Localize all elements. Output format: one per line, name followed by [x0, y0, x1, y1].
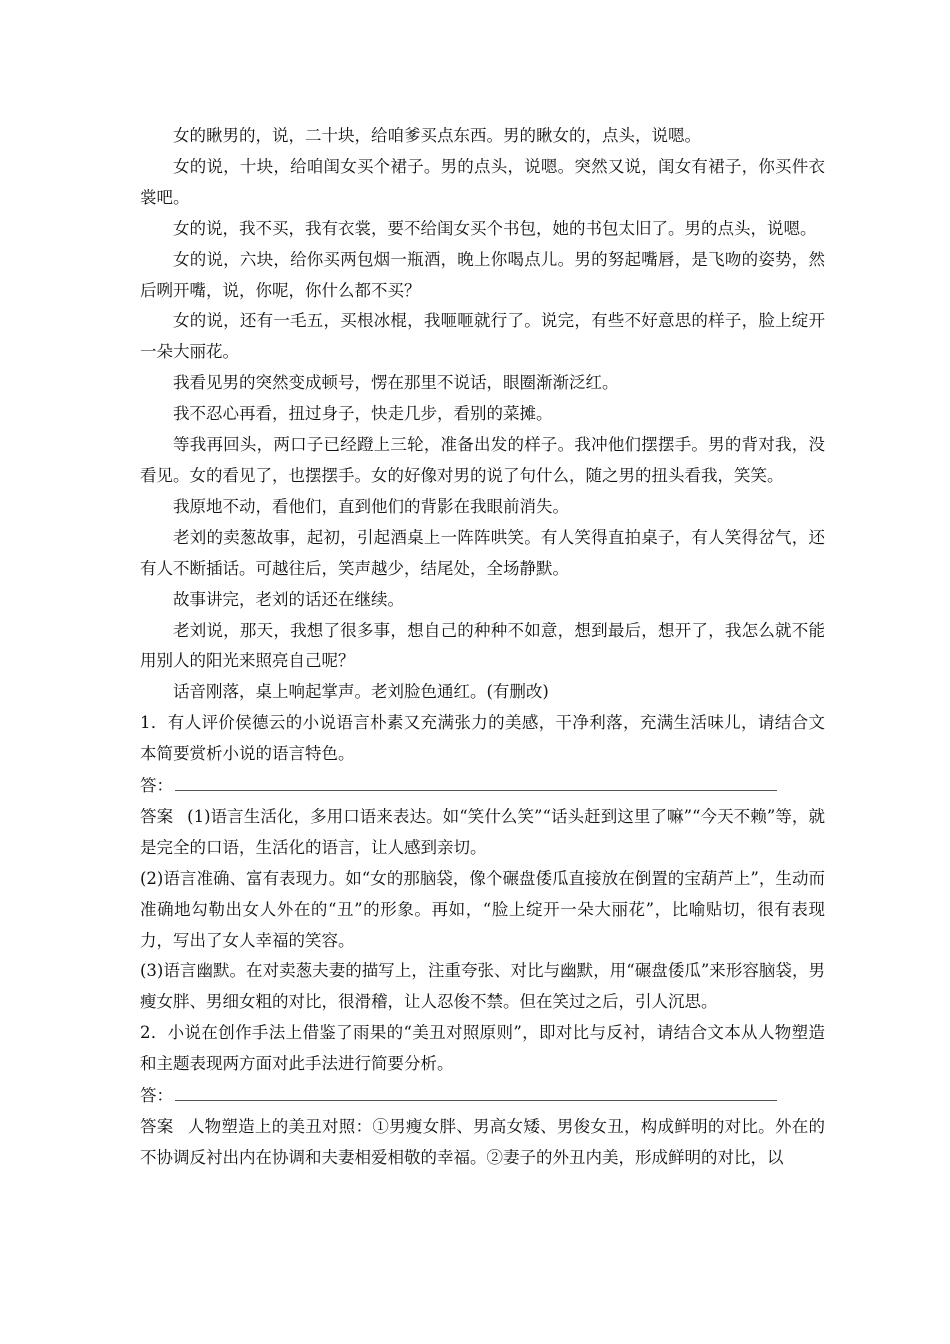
story-paragraph: 女的说，十块，给咱闺女买个裙子。男的点头，说嗯。突然又说，闺女有裙子，你买件衣裳吧。	[140, 156, 825, 207]
story-paragraph: 话音刚落，桌上响起掌声。老刘脸色通红。(有删改)	[173, 682, 549, 702]
story-paragraph: 我原地不动，看他们，直到他们的背影在我眼前消失。	[173, 496, 569, 516]
answer-label: 答案	[140, 1117, 174, 1136]
answer-label: 答案	[140, 806, 174, 826]
story-paragraph: 老刘的卖葱故事，起初，引起酒桌上一阵阵哄笑。有人笑得直拍桌子，有人笑得岔气，还有人不断插话。可越往后，笑声越少，结尾处，全场静默。	[140, 527, 825, 578]
answer-1-paragraph: (2)语言准确、富有表现力。如“女的那脑袋，像个碾盘倭瓜直接放在倒置的宝葫芦上”，生动而准确地勾勒出女人外在的“丑”的形象。再如，“脸上绽开一朵大丽花”，比喻贴切，很有表现力，写出了女人幸福的笑容。	[140, 868, 825, 950]
story-paragraph: 我看见男的突然变成顿号，愣在那里不说话，眼圈渐渐泛红。	[173, 373, 619, 393]
story-paragraph: 女的说，六块，给你买两包烟一瓶酒，晚上你喝点儿。男的努起嘴唇，是飞吻的姿势，然后咧开嘴，说，你呢，你什么都不买？	[140, 249, 825, 300]
answer-prompt: 答：	[140, 776, 173, 796]
story-paragraph: 女的瞅男的，说，二十块，给咱爹买点东西。男的瞅女的，点头，说嗯。	[173, 126, 701, 145]
answer-blank[interactable]	[175, 770, 777, 791]
story-paragraph: 等我再回头，两口子已经蹬上三轮，准备出发的样子。我冲他们摆摆手。男的背对我，没看见。女的看见了，也摆摆手。女的好像对男的说了句什么，随之男的扭头看我，笑笑。	[140, 435, 825, 485]
answer-blank[interactable]	[175, 1080, 777, 1101]
story-paragraph: 女的说，我不买，我有衣裳，要不给闺女买个书包，她的书包太旧了。男的点头，说嗯。	[173, 218, 817, 238]
story-paragraph: 我不忍心再看，扭过身子，快走几步，看别的菜摊。	[173, 404, 553, 424]
answer-text: (1)语言生活化，多用口语来表达。如“笑什么笑”“话头赶到这里了嘛”“今天不赖”等，就是完全的口语，生活化的语言，让人感到亲切。	[140, 806, 826, 857]
answer-line-1	[140, 770, 825, 802]
answer-line-2	[140, 1080, 825, 1112]
answer-prompt: 答：	[140, 1086, 173, 1106]
story-paragraph: 女的说，还有一毛五，买根冰棍，我咂咂就行了。说完，有些不好意思的样子，脸上绽开一朵大丽花。	[140, 311, 825, 362]
document-body	[140, 121, 825, 1174]
story-paragraph: 老刘说，那天，我想了很多事，想自己的种种不如意，想到最后，想开了，我怎么就不能用别人的阳光来照亮自己呢？	[140, 620, 825, 671]
answer-1-paragraph: (3)语言幽默。在对卖葱夫妻的描写上，注重夸张、对比与幽默，用“碾盘倭瓜”来形容脑袋，男瘦女胖、男细女粗的对比，很滑稽，让人忍俊不禁。但在笑过之后，引人沉思。	[140, 961, 825, 1012]
question-1: 1．有人评价侯德云的小说语言朴素又充满张力的美感，干净利落，充满生活味儿，请结合文本简要赏析小说的语言特色。	[140, 713, 825, 764]
story-paragraph: 故事讲完，老刘的话还在继续。	[173, 589, 404, 609]
answer-text: 人物塑造上的美丑对照：①男瘦女胖、男高女矮、男俊女丑，构成鲜明的对比。外在的不协调反衬出内在协调和夫妻相爱相敬的幸福。②妻子的外丑内美，形成鲜明的对比，以	[140, 1117, 826, 1167]
question-2: 2．小说在创作手法上借鉴了雨果的“美丑对照原则”，即对比与反衬，请结合文本从人物塑造和主题表现两方面对此手法进行简要分析。	[140, 1023, 825, 1074]
answer-1-paragraph	[140, 802, 825, 864]
answer-2-paragraph	[140, 1112, 825, 1174]
